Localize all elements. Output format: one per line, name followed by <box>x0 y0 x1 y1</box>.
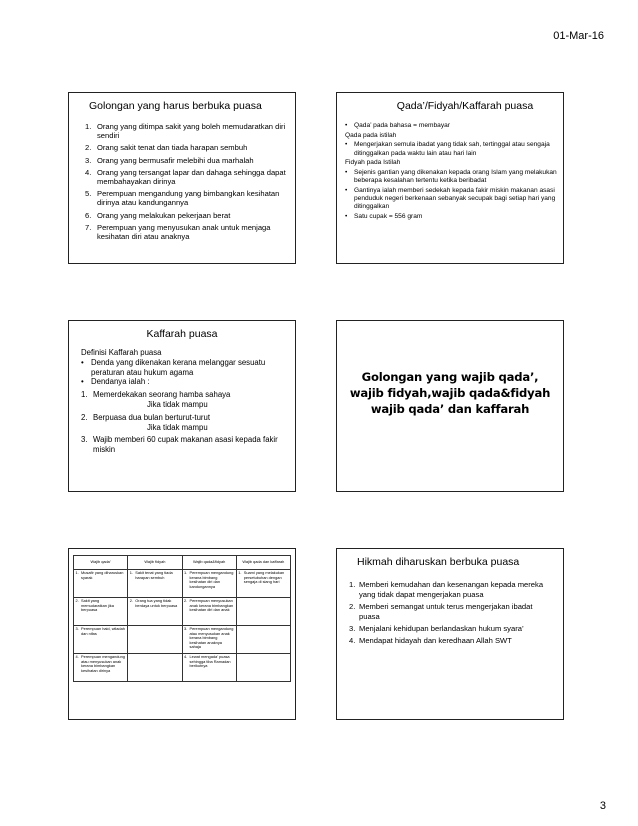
table-cell <box>236 626 290 654</box>
bullet: • <box>345 141 348 149</box>
slide-title: Golongan yang harus berbuka puasa <box>89 100 262 112</box>
bullet-line <box>81 358 287 378</box>
item-text: Perempuan yang menyusukan anak untuk menjaga kesihatan diri atau anaknya <box>97 222 271 242</box>
bullet-line <box>81 377 287 387</box>
item-number: 4. <box>349 635 356 645</box>
table-cell <box>182 570 236 598</box>
item-text: Memberi semangat untuk terus mengerjakan ibadat puasa <box>359 601 533 622</box>
list-item <box>81 413 287 423</box>
item-number: 3. <box>85 155 92 165</box>
table-header-row <box>74 556 291 570</box>
cell-text: Perempuan mengandung atau menyusukan anak kerana bimbangkan kesihatan dirinya <box>81 654 125 673</box>
bullet: • <box>345 213 348 221</box>
item-text: Menjalani kehidupan berlandaskan hukum syara’ <box>359 623 524 633</box>
list-item <box>81 390 287 400</box>
item-text: Wajib memberi 60 cupak makanan asasi kepada fakir miskin <box>93 435 278 455</box>
cell-number: 2. <box>75 598 79 603</box>
cell-number: 4. <box>184 654 188 659</box>
cell-text: Perempuan mengandung kerana bimbang kesihatan diri dan kandungannya <box>189 570 234 589</box>
slide-title: Hikmah diharuskan berbuka puasa <box>357 556 520 568</box>
cell-text: Suami yang melakukan persetubuhan dengan sengaja di siang hari <box>243 570 285 585</box>
item-text: Orang yang bermusafir melebihi dua marhalah <box>97 155 254 165</box>
item-text: Berpuasa dua bulan berturut-turut <box>93 412 211 422</box>
line-text: Gantinya ialah memberi sedekah kepada fakir miskin makanan asasi penduduk negeri berkenaan sebanyak secupak bagi setiap hari yang ditinggalkan <box>354 186 556 211</box>
bullet-line <box>345 141 557 157</box>
slide-section-title <box>336 320 564 492</box>
item-text: Perempuan mengandung yang bimbangkan kesihatan dirinya atau kandungannya <box>97 189 280 208</box>
table-cell <box>128 598 182 626</box>
heading-line: wajib qada’ dan kaffarah <box>370 402 530 416</box>
numbered-list <box>349 580 555 646</box>
bullet-line <box>345 187 557 212</box>
cell-text: Orang tua yang tidak berdaya untuk berpuasa <box>135 598 178 608</box>
list-item <box>349 636 555 646</box>
table-cell <box>128 654 182 682</box>
line-text: Dendanya ialah : <box>91 377 150 387</box>
bullet: • <box>345 169 348 177</box>
golongan-table <box>73 555 291 682</box>
cell-text: Lewat mengada’ puasa sehingga tiba Ramadan berikutnya <box>189 654 231 669</box>
numbered-list <box>85 122 287 241</box>
cell-number: 1. <box>75 570 79 575</box>
cell-number: 1. <box>238 570 242 575</box>
table-cell <box>74 626 128 654</box>
line-text: Denda yang dikenakan kerana melanggar sesuatu peraturan atau hukum agama <box>91 357 266 377</box>
line-text: Qada’ pada bahasa = membayar <box>354 122 450 129</box>
table-cell <box>182 654 236 682</box>
list-item <box>85 211 287 220</box>
list-item <box>349 580 555 600</box>
cell-number: 2. <box>129 598 133 603</box>
list-item <box>349 602 555 622</box>
item-number: 2. <box>81 412 88 422</box>
line-text: Mengerjakan semula ibadat yang tidak sah, tertinggal atau sengaja ditinggalkan pada waktu lain atau hari lain <box>354 141 550 157</box>
plain-line: Fidyah pada Istilah <box>345 159 401 167</box>
item-text: Memerdekakan seorang hamba sahaya <box>93 390 231 400</box>
item-subnote: Jika tidak mampu <box>147 422 208 432</box>
cell-number: 1. <box>129 570 133 575</box>
item-number: 1. <box>81 390 88 400</box>
slide-hikmah-berbuka <box>336 548 564 720</box>
table-cell <box>74 654 128 682</box>
column-header: Wajib qada’ <box>74 556 128 570</box>
item-number: 6. <box>85 210 92 220</box>
table-cell <box>182 626 236 654</box>
item-number: 3. <box>349 623 356 633</box>
table-row <box>74 654 291 682</box>
item-subnote: Jika tidak mampu <box>147 399 208 409</box>
list-item <box>349 624 555 634</box>
cell-text: Perempuan menyusukan anak kerana bimbangkan kesihatan diri dan anak <box>189 598 234 613</box>
table-cell <box>74 570 128 598</box>
table-cell <box>236 570 290 598</box>
list-item <box>85 122 287 140</box>
column-header: Wajib fidyah <box>128 556 182 570</box>
slide-body <box>81 348 287 455</box>
item-text: Mendapat hidayah dan keredhaan Allah SWT <box>359 635 512 645</box>
line-text: Satu cupak = 556 gram <box>354 213 423 221</box>
definition-heading: Definisi Kaffarah puasa <box>81 348 162 357</box>
bullet-line <box>345 213 557 221</box>
slide-kaffarah-puasa <box>68 320 296 492</box>
slide-body <box>345 122 557 221</box>
item-number: 2. <box>85 143 92 153</box>
cell-text: Sakit yang memudaratkan jika berpuasa <box>81 598 114 613</box>
bullet-line <box>345 169 557 185</box>
item-number: 4. <box>85 167 92 177</box>
bullet: • <box>345 186 348 194</box>
item-number: 3. <box>81 435 88 445</box>
table-row <box>74 598 291 626</box>
item-text: Memberi kemudahan dan kesenangan kepada mereka yang tidak dapat mengerjakan puasa <box>359 580 544 600</box>
cell-number: 3. <box>184 626 188 631</box>
table-cell <box>182 598 236 626</box>
table-row <box>74 570 291 598</box>
table-cell <box>236 598 290 626</box>
cell-number: 4. <box>75 654 79 659</box>
line-text: Sejenis gantian yang dikenakan kepada orang Islam yang melakukan beberapa kesalahan tertentu ketika beribadat <box>354 169 557 185</box>
heading-line: wajib fidyah,wajib qada&fidyah <box>349 386 551 400</box>
slide-table-golongan <box>68 548 296 720</box>
item-number: 7. <box>85 222 92 232</box>
list-item <box>85 189 287 207</box>
column-header: Wajib qada dan kaffarah <box>236 556 290 570</box>
cell-text: Musafir yang diharuskan syarak <box>81 570 124 580</box>
list-item <box>85 156 287 165</box>
table-cell <box>128 626 182 654</box>
item-text: Orang sakit tenat dan tiada harapan sembuh <box>97 143 248 153</box>
table-row <box>74 626 291 654</box>
bullet: • <box>81 357 84 367</box>
cell-text: Perempuan mengandung atau menyusukan anak kerana bimbang kesihatan anaknya sahaja <box>189 626 234 650</box>
heading-line: Golongan yang wajib qada’, <box>361 370 539 384</box>
bullet: • <box>81 377 84 387</box>
page-date: 01-Mar-16 <box>553 30 604 42</box>
list-item <box>81 435 287 455</box>
cell-text: Sakit tenat yang tiada harapan sembuh <box>135 570 173 580</box>
bullet: • <box>345 122 348 129</box>
section-heading <box>337 369 563 417</box>
column-header: Wajib qada&fidyah <box>182 556 236 570</box>
slide-title: Qada’/Fidyah/Kaffarah puasa <box>396 100 534 112</box>
item-number: 1. <box>349 580 356 589</box>
bullet-line <box>345 122 557 130</box>
slide-title: Kaffarah puasa <box>146 328 218 340</box>
page-number: 3 <box>599 800 606 812</box>
table-cell <box>74 598 128 626</box>
cell-number: 1. <box>184 570 188 575</box>
table-cell <box>128 570 182 598</box>
item-number: 2. <box>349 601 356 611</box>
cell-number: 2. <box>184 598 188 603</box>
cell-text: Perempuan haid, wiladah dan nifas <box>81 626 125 636</box>
slide-qada-fidyah-kaffarah <box>336 92 564 264</box>
item-text: Orang yang melakukan pekerjaan berat <box>97 210 231 220</box>
item-number: 5. <box>85 189 92 199</box>
cell-number: 3. <box>75 626 79 631</box>
table-cell <box>236 654 290 682</box>
list-item <box>85 168 287 186</box>
list-item <box>85 143 287 152</box>
item-number: 1. <box>85 122 92 131</box>
item-text: Orang yang ditimpa sakit yang boleh memudaratkan diri sendiri <box>97 122 286 141</box>
plain-line: Qada pada istilah <box>345 131 397 139</box>
list-item <box>85 223 287 241</box>
item-text: Orang yang tersangat lapar dan dahaga sehingga dapat membahayakan dirinya <box>97 167 286 187</box>
slide-golongan-berbuka <box>68 92 296 264</box>
